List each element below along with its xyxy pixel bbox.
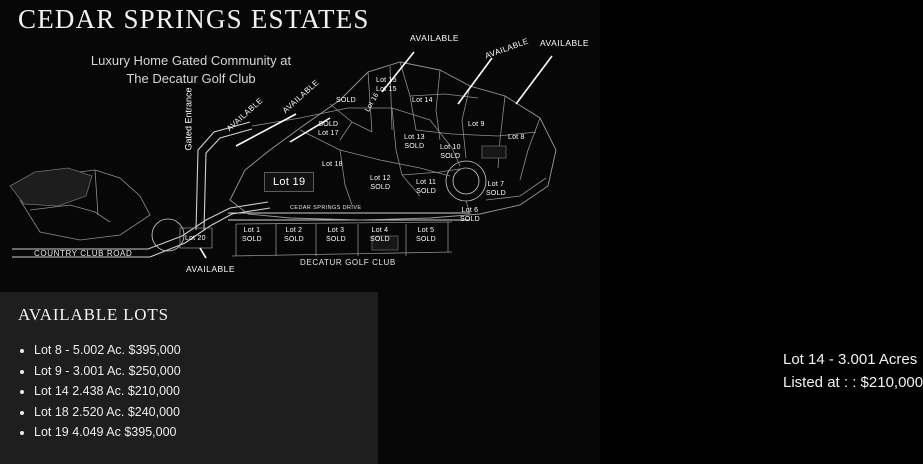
map-lot-2-name: Lot 2 (285, 227, 303, 234)
map-lot-1[interactable] (242, 226, 262, 244)
map-lot-1-name: Lot 1 (243, 227, 261, 234)
map-lot-4[interactable] (370, 226, 390, 244)
featured-lot-title: Lot 14 - 3.001 Acres (783, 351, 918, 368)
callout-available-4: AVAILABLE (483, 36, 530, 61)
available-lots-heading: AVAILABLE LOTS (18, 305, 169, 324)
map-lot-2[interactable] (284, 226, 304, 244)
map-lot-10-status: SOLD (440, 153, 461, 160)
road-label-cedar-springs-drive: CEDAR SPRINGS DRIVE (290, 205, 362, 211)
list-item[interactable]: • Lot 8 - 5.002 Ac. $395,000 (34, 340, 181, 361)
callout-available-6: AVAILABLE (186, 264, 236, 274)
map-lot-13-name: Lot 13 (404, 134, 425, 141)
map-lot-15-name: Lot 15 (376, 86, 397, 93)
featured-lot-panel (378, 292, 923, 464)
page-title: CEDAR SPRINGS ESTATES (18, 4, 370, 34)
map-lot-20[interactable] (185, 234, 206, 243)
available-lots-panel (0, 292, 378, 464)
map-lot-6-name: Lot 6 (461, 207, 479, 214)
map-lot-13-status: SOLD (404, 143, 425, 150)
map-lot-15[interactable] (376, 76, 397, 94)
featured-lot-price: Listed at : : $210,000 (783, 374, 923, 391)
featured-lot-details (783, 348, 923, 394)
bottom-section (0, 292, 923, 464)
map-lot-11[interactable] (416, 178, 436, 196)
callout-available-3: AVAILABLE (410, 33, 460, 43)
map-lot-16-name: Lot 16 (364, 91, 381, 114)
map-lot-1-status: SOLD (242, 236, 262, 243)
map-lot-14[interactable] (412, 96, 433, 105)
map-lot-12-name: Lot 12 (370, 175, 391, 182)
map-lot-19-highlight[interactable]: Lot 19 (264, 172, 314, 192)
list-item[interactable]: • Lot 19 4.049 Ac $395,000 (34, 422, 181, 443)
map-lot-10-name: Lot 10 (440, 144, 461, 151)
road-label-decatur-golf-club: DECATUR GOLF CLUB (300, 258, 396, 267)
map-lot-18[interactable] (322, 160, 343, 169)
map-lot-5-status: SOLD (416, 236, 436, 243)
map-lot-11-name: Lot 11 (416, 179, 437, 186)
list-item[interactable]: • Lot 9 - 3.001 Ac. $250,000 (34, 361, 181, 382)
map-lot-9[interactable] (468, 120, 485, 129)
map-lot-15-status: Lot 15 (376, 77, 397, 84)
map-lot-14-name: Lot 14 (412, 97, 433, 104)
map-lot-7[interactable] (486, 180, 506, 198)
map-lot-3-name: Lot 3 (327, 227, 345, 234)
map-lot-9-name: Lot 9 (468, 121, 485, 128)
list-item[interactable]: • Lot 18 2.520 Ac. $240,000 (34, 402, 181, 423)
map-lot-5[interactable] (416, 226, 436, 244)
map-lot-13[interactable] (404, 133, 425, 151)
map-lot-17-name: Lot 17 (318, 130, 339, 137)
map-lot-6[interactable] (460, 206, 480, 224)
map-lot-6-status: SOLD (460, 216, 480, 223)
map-lot-20-name: Lot 20 (185, 235, 206, 242)
map-lot-3[interactable] (326, 226, 346, 244)
map-lot-7-name: Lot 7 (487, 181, 505, 188)
available-lots-list (14, 340, 181, 443)
map-lot-11-status: SOLD (416, 188, 437, 195)
map-lot-7-status: SOLD (486, 190, 506, 197)
map-lot-18-name: Lot 18 (322, 161, 343, 168)
map-lot-12-status: SOLD (370, 184, 391, 191)
map-lot-2-status: SOLD (284, 236, 304, 243)
map-lot-10[interactable] (440, 143, 461, 161)
map-lot-4-name: Lot 4 (371, 227, 389, 234)
road-label-country-club-road: COUNTRY CLUB ROAD (34, 249, 133, 258)
map-lot-4-status: SOLD (370, 236, 390, 243)
callout-available-2: AVAILABLE (280, 77, 321, 116)
map-lot-17[interactable] (318, 120, 339, 138)
list-item[interactable]: • Lot 14 2.438 Ac. $210,000 (34, 381, 181, 402)
map-lot-5-name: Lot 5 (417, 227, 435, 234)
map-lot-3-status: SOLD (326, 236, 346, 243)
map-lot-8-name: Lot 8 (508, 134, 525, 141)
callout-available-1: AVAILABLE (224, 95, 265, 134)
map-lot-8[interactable] (508, 133, 525, 142)
map-lot-12[interactable] (370, 174, 391, 192)
site-plan-map (0, 0, 600, 292)
callout-available-5: AVAILABLE (540, 38, 590, 48)
subtitle-line-2: The Decatur Golf Club (126, 71, 256, 86)
map-lot-17-status: SOLD (318, 121, 339, 128)
map-lot-16-status: SOLD (336, 97, 356, 104)
subtitle-line-1: Luxury Home Gated Community at (90, 53, 292, 68)
gated-entrance-label: Gated Entrance (183, 87, 194, 151)
map-lot-16-sold (336, 96, 356, 105)
